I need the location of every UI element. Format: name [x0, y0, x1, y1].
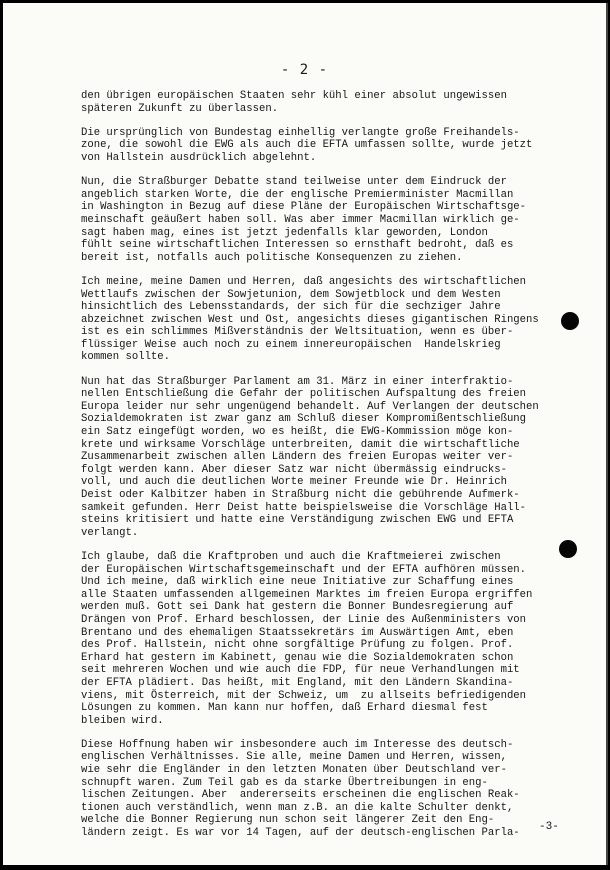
text-line: tionen auch verständlich, wenn man z.B. an die kalte Schulter denkt, — [81, 801, 514, 814]
text-line: nellen Entschließung die Gefahr der politischen Aufspaltung des freien — [81, 388, 527, 401]
paragraph — [81, 551, 593, 727]
text-line: krete und wirksame Vorschläge unterbreiten, damit die wirtschaftliche — [81, 438, 520, 451]
text-line: Ich glaube, daß die Kraftproben und auch die Kraftmeierei zwischen — [81, 550, 501, 563]
text-line: Drängen von Prof. Erhard beschlossen, der Linie des Außenministers von — [81, 613, 527, 626]
text-line: abzeichnet zwischen West und Ost, angesichts dieses gigantischen Ringens — [81, 313, 539, 326]
text-line: voll, und auch die deutlichen Worte meiner Freunde wie Dr. Heinrich — [81, 476, 507, 489]
text-line: Europa leider nur sehr ungenügend behandelt. Auf Verlangen der deutschen — [81, 400, 539, 413]
punch-hole — [561, 312, 579, 330]
text-line: schnupft waren. Zum Teil gab es da starke Übertreibungen in eng- — [81, 776, 488, 789]
text-line: welche die Bonner Regierung nun schon seit längerer Zeit den Eng- — [81, 814, 495, 827]
text-line: hinsichtlich des Lebensstandards, der sich für die sechziger Jahre — [81, 301, 501, 314]
text-line: viens, mit Österreich, mit der Schweiz, um zu allseits befriedigenden — [81, 689, 527, 702]
text-line: Erhard hat gestern im Kabinett, genau wie die Sozialdemokraten schon — [81, 651, 514, 664]
text-line: Und ich meine, daß wirklich eine neue Initiative zur Schaffung eines — [81, 576, 514, 589]
text-line: ein Satz eingefügt worden, wo es heißt, die EWG-Kommission möge kon- — [81, 426, 514, 439]
text-line: flüssiger Weise auch noch zu einem innereuropäischen Handelskrieg — [81, 338, 501, 351]
paragraph — [81, 176, 593, 264]
text-line: den übrigen europäischen Staaten sehr kühl einer absolut ungewissen — [81, 90, 507, 102]
paragraph — [81, 276, 593, 364]
text-line: Wettlaufs zwischen der Sowjetunion, dem Sowjetblock und dem Westen — [81, 288, 501, 301]
text-line: Zusammenarbeit zwischen allen Ländern des freien Europas weiter ver- — [81, 451, 514, 464]
text-line: Nun hat das Straßburger Parlament am 31. März in einer interfraktio- — [81, 375, 514, 388]
text-line: der Europäischen Wirtschaftsgemeinschaft und der EFTA aufhören müssen. — [81, 563, 527, 576]
text-line: sagt haben mag, eines ist jetzt jedenfalls klar geworden, London — [81, 226, 488, 239]
text-line: seit mehreren Wochen und wie auch die FDP, für neue Verhandlungen mit — [81, 664, 520, 677]
paragraph — [81, 127, 593, 165]
text-line: Diese Hoffnung haben wir insbesondere auch im Interesse des deutsch- — [81, 738, 514, 751]
text-line: Die ursprünglich von Bundestag einhellig verlangte große Freihandels- — [81, 126, 520, 139]
text-line: Deist oder Kalbitzer haben in Straßburg nicht die gebührende Aufmerk- — [81, 489, 520, 501]
text-line: werden muß. Gott sei Dank hat gestern die Bonner Bundesregierung auf — [81, 601, 514, 614]
text-line: bereit ist, notfalls auch politische Konsequenzen zu ziehen. — [81, 251, 463, 264]
text-line: zone, die sowohl die EWG als auch die EFTA umfassen sollte, wurde jetzt — [81, 139, 533, 152]
text-line: englischen Verhältnisses. Sie alle, meine Damen und Herren, wissen, — [81, 751, 507, 764]
paragraph — [81, 376, 593, 540]
text-line: folgt werden kann. Aber dieser Satz war nicht übermässig eindrucks- — [81, 463, 507, 476]
text-line: bleiben wird. — [81, 714, 164, 727]
text-line: lischen Zeitungen. Aber andererseits erscheinen die englischen Reak- — [81, 789, 520, 802]
text-line: späteren Zukunft zu überlassen. — [81, 102, 279, 115]
text-line: Lösungen zu kommen. Man kann nur hoffen, daß Erhard diesmal fest — [81, 702, 488, 715]
body-text — [81, 90, 593, 851]
text-line: Ich meine, meine Damen und Herren, daß angesichts des wirtschaftlichen — [81, 275, 527, 288]
text-line: des Prof. Hallstein, nicht ohne sorgfältige Prüfung zu folgen. Prof. — [81, 639, 514, 652]
text-line: verlangt. — [81, 526, 139, 539]
text-line: von Hallstein ausdrücklich abgelehnt. — [81, 151, 317, 164]
text-line: Brentano und des ehemaligen Staatssekretärs im Auswärtigen Amt, eben — [81, 626, 514, 639]
text-line: kommen sollte. — [81, 351, 171, 364]
next-page-marker: -3- — [539, 821, 559, 833]
text-line: Nun, die Straßburger Debatte stand teilweise unter dem Eindruck der — [81, 176, 507, 189]
punch-hole — [559, 540, 577, 558]
document-page — [3, 3, 608, 865]
text-line: alle Staaten umfassenden allgemeinen Marktes im freien Europa ergriffen — [81, 588, 533, 601]
text-line: steins kritisiert und hatte eine Verständigung zwischen EWG und EFTA — [81, 514, 514, 527]
text-line: wie sehr die Engländer in den letzten Monaten über Deutschland ver- — [81, 764, 507, 777]
text-line: Sozialdemokraten ist zwar ganz am Schluß dieser Kompromißentschließung — [81, 413, 527, 426]
paragraph — [81, 739, 593, 840]
text-line: der EFTA plädiert. Das heißt, mit England, mit den Ländern Skandina- — [81, 676, 514, 689]
text-line: in Washington in Bezug auf diese Pläne der Europäischen Wirtschaftsge- — [81, 201, 527, 214]
text-line: angeblich starken Worte, die der englische Premierminister Macmillan — [81, 188, 514, 201]
text-line: ländern zeigt. Es war vor 14 Tagen, auf der deutsch-englischen Parla- — [81, 827, 520, 840]
text-line: ist es ein schlimmes Mißverständnis der Weltsituation, wenn es über- — [81, 326, 514, 339]
page-number: - 2 - — [280, 62, 329, 78]
text-line: fühlt seine wirtschaftlichen Interessen so ernsthaft bedroht, daß es — [81, 239, 514, 252]
paragraph — [81, 90, 593, 115]
text-line: meinschaft geäußert haben soll. Was aber immer Macmillan wirklich ge- — [81, 213, 520, 226]
text-line: samkeit gefunden. Herr Deist hatte beispielsweise die Vorschläge Hall- — [81, 501, 527, 514]
